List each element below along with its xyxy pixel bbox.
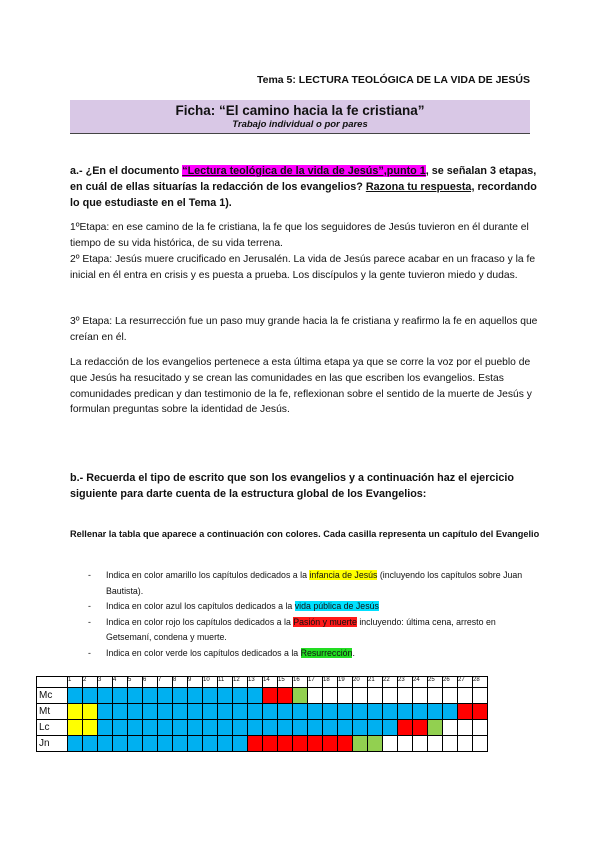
chapter-number: 12 xyxy=(233,677,248,688)
answer-etapa-3: 3º Etapa: La resurrección fue un paso muy grande hacia la fe cristiana y reafirmo la fe en aquellos que creían en él. xyxy=(70,316,538,343)
chapter-cell[interactable] xyxy=(263,720,278,736)
chapter-cell[interactable] xyxy=(248,704,263,720)
chapter-cell[interactable] xyxy=(68,720,83,736)
chapter-cell[interactable] xyxy=(248,736,263,752)
chapter-number: 11 xyxy=(218,677,233,688)
question-a xyxy=(70,163,540,211)
chapter-cell[interactable] xyxy=(293,736,308,752)
chapter-table xyxy=(36,676,488,752)
chapter-cell[interactable] xyxy=(353,688,368,704)
chapter-number: 21 xyxy=(368,677,383,688)
chapter-cell[interactable] xyxy=(263,704,278,720)
chapter-number: 1 xyxy=(68,677,83,688)
chapter-cell[interactable] xyxy=(443,736,458,752)
chapter-cell[interactable] xyxy=(143,720,158,736)
chapter-cell[interactable] xyxy=(128,736,143,752)
chapter-cell[interactable] xyxy=(428,688,443,704)
bullet-green-end: . xyxy=(352,647,355,658)
answer-etapa-1: 1ºEtapa: en ese camino de la fe cristiana, la fe que los seguidores de Jesús tuvieron en él durante el tiempo de su vida histórica, de su vida terrena. xyxy=(70,222,529,249)
chapter-cell[interactable] xyxy=(473,720,488,736)
topic-heading: Tema 5: LECTURA TEOLÓGICA DE LA VIDA DE JESÚS xyxy=(256,74,530,86)
bullet-green-text: Indica en color verde los capítulos dedicados a la xyxy=(106,647,301,658)
chapter-number: 5 xyxy=(128,677,143,688)
highlight-infancia: infancia de Jesús xyxy=(309,570,378,580)
chapter-cell[interactable] xyxy=(263,736,278,752)
chapter-cell[interactable] xyxy=(443,688,458,704)
chapter-cell[interactable] xyxy=(233,720,248,736)
chapter-cell[interactable] xyxy=(353,720,368,736)
chapter-cell[interactable] xyxy=(398,720,413,736)
chapter-cell[interactable] xyxy=(398,736,413,752)
chapter-cell[interactable] xyxy=(413,736,428,752)
chapter-number: 6 xyxy=(143,677,158,688)
chapter-cell[interactable] xyxy=(293,688,308,704)
ficha-subtitle: Trabajo individual o por pares xyxy=(232,119,368,130)
bullet-red-note: incluyendo: última cena, arresto en Getsemaní, condena y muerte. xyxy=(106,616,496,642)
bullet-blue-text: Indica en color azul los capítulos dedicados a la xyxy=(106,601,295,611)
chapter-cell[interactable] xyxy=(98,704,113,720)
chapter-cell[interactable] xyxy=(173,736,188,752)
razona-respuesta: Razona tu respuesta, xyxy=(365,181,475,193)
bullet-yellow xyxy=(88,568,543,599)
chapter-number: 9 xyxy=(188,677,203,688)
chapter-cell[interactable] xyxy=(368,688,383,704)
bullet-blue xyxy=(88,599,543,615)
chapter-cell[interactable] xyxy=(383,720,398,736)
chapter-cell[interactable] xyxy=(113,720,128,736)
chapter-cell[interactable] xyxy=(413,720,428,736)
chapter-cell[interactable] xyxy=(398,704,413,720)
chapter-cell[interactable] xyxy=(338,720,353,736)
chapter-cell[interactable] xyxy=(203,736,218,752)
chapter-cell[interactable] xyxy=(323,736,338,752)
chapter-cell[interactable] xyxy=(188,720,203,736)
color-instructions xyxy=(88,568,543,661)
chapter-cell[interactable] xyxy=(143,688,158,704)
chapter-cell[interactable] xyxy=(368,720,383,736)
chapter-number: 18 xyxy=(323,677,338,688)
highlight-resurreccion: Resurrección xyxy=(300,647,353,658)
chapter-cell[interactable] xyxy=(83,688,98,704)
question-a-part2: , se señalan 3 etapas, en cuál de ellas situarías la redacción de los evangelios? xyxy=(70,165,537,193)
highlight-pasion: Pasión y muerte xyxy=(293,616,357,627)
chapter-cell[interactable] xyxy=(323,704,338,720)
gospel-label: Jn xyxy=(37,736,68,752)
chapter-cell[interactable] xyxy=(113,704,128,720)
chapter-cell[interactable] xyxy=(353,736,368,752)
gospel-row xyxy=(37,736,488,752)
chapter-cell[interactable] xyxy=(128,704,143,720)
chapter-number: 26 xyxy=(443,677,458,688)
chapter-cell[interactable] xyxy=(128,688,143,704)
chapter-cell[interactable] xyxy=(233,704,248,720)
chapter-cell[interactable] xyxy=(218,736,233,752)
chapter-cell[interactable] xyxy=(173,720,188,736)
chapter-cell[interactable] xyxy=(338,736,353,752)
chapter-cell[interactable] xyxy=(443,704,458,720)
chapter-number: 16 xyxy=(293,677,308,688)
chapter-cell[interactable] xyxy=(143,736,158,752)
chapter-cell[interactable] xyxy=(443,720,458,736)
chapter-cell[interactable] xyxy=(398,688,413,704)
chapter-cell[interactable] xyxy=(203,720,218,736)
chapter-cell[interactable] xyxy=(68,688,83,704)
chapter-cell[interactable] xyxy=(98,720,113,736)
chapter-header-row xyxy=(37,677,488,688)
highlight-vida-publica: vida pública de Jesús xyxy=(294,601,379,611)
gospel-row xyxy=(37,688,488,704)
chapter-cell[interactable] xyxy=(188,688,203,704)
chapter-cell[interactable] xyxy=(308,720,323,736)
chapter-cell[interactable] xyxy=(278,720,293,736)
chapter-cell[interactable] xyxy=(203,688,218,704)
table-corner xyxy=(37,677,68,688)
chapter-number: 25 xyxy=(428,677,443,688)
chapter-cell[interactable] xyxy=(233,736,248,752)
chapter-cell[interactable] xyxy=(158,720,173,736)
chapter-cell[interactable] xyxy=(323,688,338,704)
bullet-red-text: Indica en color rojo los capítulos dedicados a la xyxy=(106,616,294,627)
chapter-number: 4 xyxy=(113,677,128,688)
chapter-cell[interactable] xyxy=(293,704,308,720)
chapter-number: 7 xyxy=(158,677,173,688)
chapter-cell[interactable] xyxy=(68,736,83,752)
chapter-number: 10 xyxy=(203,677,218,688)
chapter-cell[interactable] xyxy=(218,704,233,720)
chapter-number: 22 xyxy=(383,677,398,688)
chapter-number: 2 xyxy=(83,677,98,688)
chapter-number: 8 xyxy=(173,677,188,688)
question-b: b.- Recuerda el tipo de escrito que son los evangelios y a continuación haz el ejercicio siguiente para darte cuenta de la estructura global de los Evangelios: xyxy=(70,472,514,500)
chapter-number: 24 xyxy=(413,677,428,688)
chapter-cell[interactable] xyxy=(473,704,488,720)
chapter-cell[interactable] xyxy=(263,688,278,704)
chapter-cell[interactable] xyxy=(188,736,203,752)
chapter-cell[interactable] xyxy=(278,704,293,720)
chapter-cell[interactable] xyxy=(98,688,113,704)
chapter-number: 3 xyxy=(98,677,113,688)
chapter-cell[interactable] xyxy=(368,704,383,720)
chapter-cell[interactable] xyxy=(278,688,293,704)
chapter-cell[interactable] xyxy=(158,736,173,752)
chapter-cell[interactable] xyxy=(413,688,428,704)
question-a-part3: recordando lo que estudiaste en el Tema 1). xyxy=(70,181,537,209)
bullet-yellow-note: (incluyendo los capítulos sobre Juan Bautista). xyxy=(106,570,523,596)
chapter-cell[interactable] xyxy=(128,720,143,736)
chapter-cell[interactable] xyxy=(308,704,323,720)
answer-etapa-2: 2º Etapa: Jesús muere crucificado en Jerusalén. La vida de Jesús parece acabar en un fracaso y la fe inicial en él entra en crisis y es puesta a prueba. Los discípulos y la gente tuvieron miedo y dudas. xyxy=(70,254,536,281)
chapter-cell[interactable] xyxy=(98,736,113,752)
chapter-cell[interactable] xyxy=(113,736,128,752)
chapter-cell[interactable] xyxy=(143,704,158,720)
chapter-number: 14 xyxy=(263,677,278,688)
chapter-cell[interactable] xyxy=(308,736,323,752)
chapter-cell[interactable] xyxy=(158,704,173,720)
chapter-cell[interactable] xyxy=(233,688,248,704)
chapter-cell[interactable] xyxy=(218,720,233,736)
gospel-label: Mc xyxy=(37,688,68,704)
chapter-number: 19 xyxy=(338,677,353,688)
table-instruction: Rellenar la tabla que aparece a continuación con colores. Cada casilla representa un capítulo del Evangelio xyxy=(70,529,540,539)
chapter-cell[interactable] xyxy=(203,704,218,720)
answer-conclusion: La redacción de los evangelios pertenece a esta última etapa ya que se corre la voz por el pueblo de que Jesús ha resucitado y se crean las comunidades en las que escriben los evangelios. Estas comunidades predican y dan testimonio de la fe, reflexionan sobre el sentido de la muerte de Jesús y formulan preguntas sobre la identidad de Jesús. xyxy=(70,357,532,416)
chapter-number: 28 xyxy=(473,677,488,688)
chapter-cell[interactable] xyxy=(458,688,473,704)
bullet-yellow-text: Indica en color amarillo los capítulos dedicados a la xyxy=(106,570,310,580)
chapter-cell[interactable] xyxy=(338,688,353,704)
bullet-green xyxy=(88,646,543,662)
chapter-number: 13 xyxy=(248,677,263,688)
chapter-cell[interactable] xyxy=(218,688,233,704)
chapter-cell[interactable] xyxy=(383,688,398,704)
question-a-part1: a.- ¿En el documento xyxy=(70,165,183,177)
highlight-document-title: “Lectura teológica de la vida de Jesús”,punto 1 xyxy=(182,165,426,177)
ficha-title: Ficha: “El camino hacia la fe cristiana” xyxy=(175,103,425,118)
chapter-number: 17 xyxy=(308,677,323,688)
gospel-label: Lc xyxy=(37,720,68,736)
chapter-cell[interactable] xyxy=(113,688,128,704)
chapter-cell[interactable] xyxy=(68,704,83,720)
chapter-cell[interactable] xyxy=(428,736,443,752)
chapter-cell[interactable] xyxy=(368,736,383,752)
chapter-cell[interactable] xyxy=(248,720,263,736)
chapter-cell[interactable] xyxy=(293,720,308,736)
chapter-number: 20 xyxy=(353,677,368,688)
chapter-cell[interactable] xyxy=(383,736,398,752)
chapter-cell[interactable] xyxy=(353,704,368,720)
bullet-red xyxy=(88,615,543,646)
chapter-cell[interactable] xyxy=(308,688,323,704)
chapter-cell[interactable] xyxy=(473,688,488,704)
gospel-row xyxy=(37,704,488,720)
chapter-cell[interactable] xyxy=(383,704,398,720)
ficha-title-box xyxy=(70,100,530,134)
gospel-row xyxy=(37,720,488,736)
chapter-cell[interactable] xyxy=(173,688,188,704)
gospel-label: Mt xyxy=(37,704,68,720)
chapter-cell[interactable] xyxy=(458,736,473,752)
chapter-cell[interactable] xyxy=(458,704,473,720)
chapter-cell[interactable] xyxy=(83,736,98,752)
chapter-number: 27 xyxy=(458,677,473,688)
chapter-cell[interactable] xyxy=(458,720,473,736)
chapter-cell[interactable] xyxy=(173,704,188,720)
chapter-cell[interactable] xyxy=(248,688,263,704)
chapter-cell[interactable] xyxy=(278,736,293,752)
chapter-cell[interactable] xyxy=(83,704,98,720)
chapter-cell[interactable] xyxy=(473,736,488,752)
chapter-cell[interactable] xyxy=(428,704,443,720)
chapter-cell[interactable] xyxy=(188,704,203,720)
chapter-cell[interactable] xyxy=(428,720,443,736)
chapter-cell[interactable] xyxy=(83,720,98,736)
chapter-number: 23 xyxy=(398,677,413,688)
chapter-cell[interactable] xyxy=(413,704,428,720)
chapter-number: 15 xyxy=(278,677,293,688)
chapter-cell[interactable] xyxy=(158,688,173,704)
chapter-cell[interactable] xyxy=(338,704,353,720)
chapter-cell[interactable] xyxy=(323,720,338,736)
